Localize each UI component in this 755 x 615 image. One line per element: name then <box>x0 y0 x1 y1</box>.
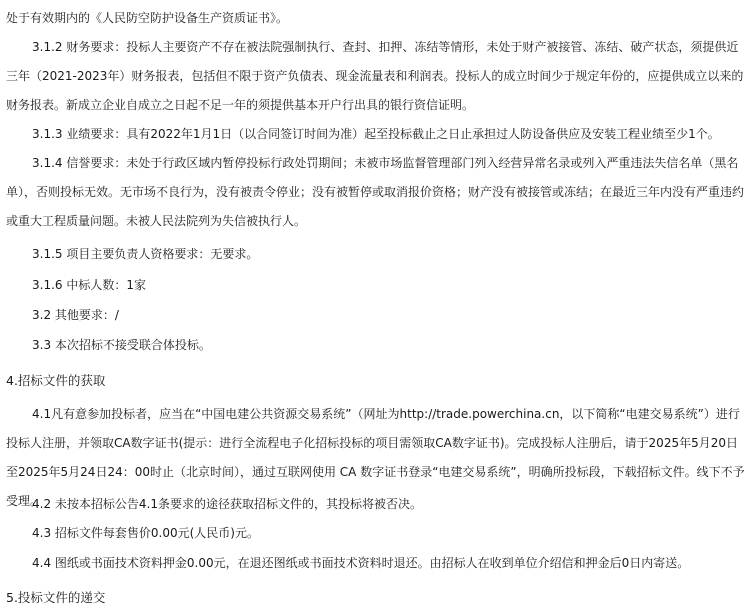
paragraph-drawing-deposit: 4.4 图纸或书面技术资料押金0.00元，在退还图纸或书面技术资料时退还。由招标人在收到单位介绍信和押金后0日内寄送。 <box>32 556 690 570</box>
paragraph-document-price: 4.3 招标文件每套售价0.00元(人民币)元。 <box>32 526 259 540</box>
heading-bid-submission: 5.投标文件的递交 <box>6 590 106 605</box>
heading-tender-document-acquisition: 4.招标文件的获取 <box>6 373 106 388</box>
paragraph-financial-requirements: 3.1.2 财务要求：投标人主要资产不存在被法院强制执行、查封、扣押、冻结等情形，未处于财产被接管、冻结、破产状态，须提供近三年（2021-2023年）财务报表，包括但不限于资产负债表、现金流量表和利润表。投标人的成立时间少于规定年份的，应提供成立以来的财务报表。新成立企业自成立之日起不足一年的须提供基本开户行出具的银行资信证明。 <box>6 40 744 112</box>
paragraph-no-consortium: 3.3 本次招标不接受联合体投标。 <box>32 338 211 352</box>
paragraph-registration-and-download: 4.1凡有意参加投标者，应当在“中国电建公共资源交易系统”（网址为http://trade.powerchina.cn，以下简称“电建交易系统”）进行投标人注册，并领取CA数字证书(提示：进行全流程电子化招标投标的项目需领取CA数字证书)。完成投标人注册后，请于2025年5月20日至2025年5月24日24：00时止（北京时间），通过互联网使用 CA 数字证书登录“电建交易系统”，明确所投标段，下载招标文件。线下不予受理。 <box>6 407 745 508</box>
paragraph-invalid-acquisition: 4.2 未按本招标公告4.1条要求的途径获取招标文件的，其投标将被否决。 <box>32 497 422 511</box>
paragraph-performance-requirements: 3.1.3 业绩要求：具有2022年1月1日（以合同签订时间为准）起至投标截止之日止承担过人防设备供应及安装工程业绩至少1个。 <box>32 127 720 141</box>
paragraph-other-requirements: 3.2 其他要求：/ <box>32 308 119 322</box>
paragraph-project-manager-requirements: 3.1.5 项目主要负责人资格要求：无要求。 <box>32 247 259 261</box>
paragraph-credit-requirements: 3.1.4 信誉要求：未处于行政区域内暂停投标行政处罚期间；未被市场监督管理部门列入经营异常名录或列入严重违法失信名单（黑名单），否则投标无效。无市场不良行为，没有被责令停业；没有被暂停或取消报价资格；财产没有被接管或冻结；在最近三年内没有严重违约或重大工程质量问题。未被人民法院列为失信被执行人。 <box>6 156 745 228</box>
paragraph-qualification-certificate: 处于有效期内的《人民防空防护设备生产资质证书》。 <box>6 11 289 25</box>
paragraph-winning-bidder-count: 3.1.6 中标人数：1家 <box>32 278 146 292</box>
